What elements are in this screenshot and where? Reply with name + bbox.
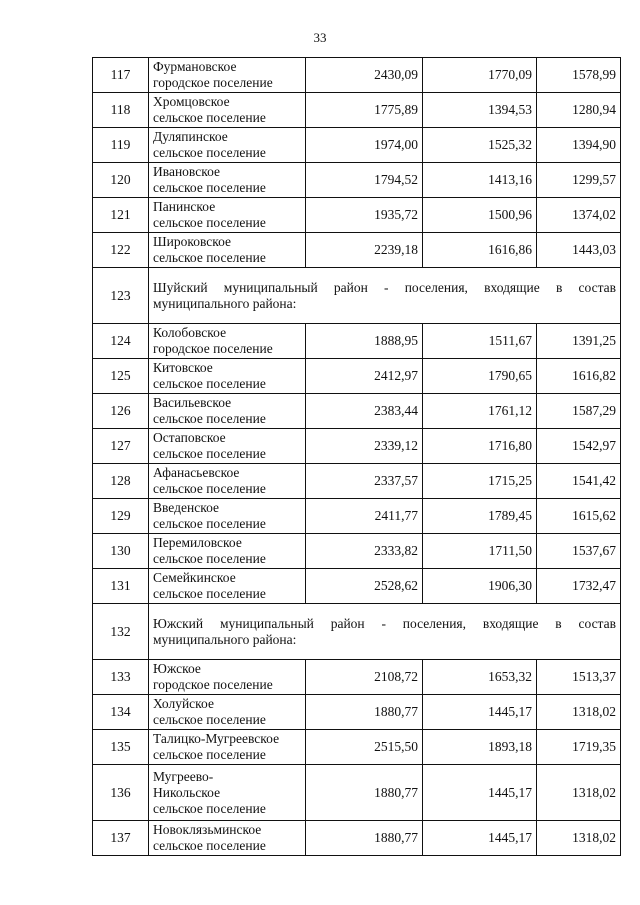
settlement-name-line: Новоклязьминское xyxy=(153,822,262,837)
row-number: 134 xyxy=(93,695,149,730)
settlement-name-line: сельское поселение xyxy=(153,838,266,853)
value-3: 1616,82 xyxy=(537,359,621,394)
row-number: 125 xyxy=(93,359,149,394)
table-row xyxy=(93,394,621,429)
table-row xyxy=(93,128,621,163)
section-row xyxy=(93,268,621,324)
row-number: 132 xyxy=(93,604,149,660)
row-number: 129 xyxy=(93,499,149,534)
value-2: 1790,65 xyxy=(423,359,537,394)
settlement-name-line: сельское поселение xyxy=(153,446,266,461)
settlement-name xyxy=(149,128,306,163)
value-2: 1789,45 xyxy=(423,499,537,534)
settlement-name-line: сельское поселение xyxy=(153,411,266,426)
table-row xyxy=(93,765,621,821)
section-heading: Шуйский муниципальный район - поселения, входящие в состав муниципального района: xyxy=(149,268,621,324)
value-3: 1513,37 xyxy=(537,660,621,695)
row-number: 123 xyxy=(93,268,149,324)
value-2: 1413,16 xyxy=(423,163,537,198)
value-1: 2333,82 xyxy=(306,534,423,569)
value-2: 1761,12 xyxy=(423,394,537,429)
settlement-name-line: Широковское xyxy=(153,234,232,249)
value-1: 1880,77 xyxy=(306,765,423,821)
row-number: 117 xyxy=(93,58,149,93)
settlement-name-line: сельское поселение xyxy=(153,376,266,391)
value-1: 1880,77 xyxy=(306,695,423,730)
value-3: 1318,02 xyxy=(537,765,621,821)
settlement-name xyxy=(149,233,306,268)
settlement-name xyxy=(149,394,306,429)
settlement-name-line: Дуляпинское xyxy=(153,129,228,144)
value-3: 1318,02 xyxy=(537,695,621,730)
settlement-name xyxy=(149,58,306,93)
table-row xyxy=(93,198,621,233)
value-2: 1715,25 xyxy=(423,464,537,499)
value-1: 2411,77 xyxy=(306,499,423,534)
value-1: 2430,09 xyxy=(306,58,423,93)
settlement-name-line: Китовское xyxy=(153,360,213,375)
value-3: 1732,47 xyxy=(537,569,621,604)
value-3: 1578,99 xyxy=(537,58,621,93)
settlement-name xyxy=(149,499,306,534)
settlement-name-line: Колобовское xyxy=(153,325,227,340)
value-3: 1280,94 xyxy=(537,93,621,128)
settlement-name-line: Васильевское xyxy=(153,395,232,410)
value-3: 1537,67 xyxy=(537,534,621,569)
value-3: 1719,35 xyxy=(537,730,621,765)
section-heading: Южский муниципальный район - поселения, входящие в состав муниципального района: xyxy=(149,604,621,660)
table-row xyxy=(93,534,621,569)
table-row xyxy=(93,821,621,856)
value-3: 1394,90 xyxy=(537,128,621,163)
value-2: 1525,32 xyxy=(423,128,537,163)
settlement-name-line: сельское поселение xyxy=(153,481,266,496)
value-3: 1542,97 xyxy=(537,429,621,464)
table-row xyxy=(93,233,621,268)
value-3: 1391,25 xyxy=(537,324,621,359)
value-2: 1445,17 xyxy=(423,695,537,730)
settlement-name xyxy=(149,324,306,359)
settlement-name xyxy=(149,464,306,499)
row-number: 118 xyxy=(93,93,149,128)
value-1: 1888,95 xyxy=(306,324,423,359)
row-number: 120 xyxy=(93,163,149,198)
table-row xyxy=(93,499,621,534)
settlement-name-line: Ивановское xyxy=(153,164,220,179)
table-row xyxy=(93,93,621,128)
settlement-name-line: Хромцовское xyxy=(153,94,230,109)
table-row xyxy=(93,569,621,604)
settlement-name-line: сельское поселение xyxy=(153,110,266,125)
settlement-name xyxy=(149,765,306,821)
value-1: 2383,44 xyxy=(306,394,423,429)
table-row xyxy=(93,58,621,93)
settlement-name-line: Мугреево- xyxy=(153,768,214,784)
row-number: 119 xyxy=(93,128,149,163)
settlement-name-line: Введенское xyxy=(153,500,219,515)
value-2: 1445,17 xyxy=(423,765,537,821)
value-1: 2337,57 xyxy=(306,464,423,499)
settlement-name-line: Холуйское xyxy=(153,696,214,711)
settlement-name-line: сельское поселение xyxy=(153,250,266,265)
value-3: 1587,29 xyxy=(537,394,621,429)
settlement-name-line: городское поселение xyxy=(153,677,273,692)
settlement-name-line: Перемиловское xyxy=(153,535,242,550)
row-number: 126 xyxy=(93,394,149,429)
settlement-name xyxy=(149,534,306,569)
value-2: 1893,18 xyxy=(423,730,537,765)
settlement-name-line: сельское поселение xyxy=(153,145,266,160)
table-row xyxy=(93,163,621,198)
settlement-name-line: сельское поселение xyxy=(153,180,266,195)
value-1: 2412,97 xyxy=(306,359,423,394)
value-1: 2515,50 xyxy=(306,730,423,765)
settlement-name xyxy=(149,821,306,856)
settlement-name-line: Афанасьевское xyxy=(153,465,240,480)
value-3: 1299,57 xyxy=(537,163,621,198)
settlement-name-line: сельское поселение xyxy=(153,586,266,601)
settlement-name-line: сельское поселение xyxy=(153,712,266,727)
settlement-name-line: сельское поселение xyxy=(153,516,266,531)
value-2: 1500,96 xyxy=(423,198,537,233)
row-number: 124 xyxy=(93,324,149,359)
table-body xyxy=(93,58,621,856)
value-2: 1906,30 xyxy=(423,569,537,604)
value-2: 1711,50 xyxy=(423,534,537,569)
value-3: 1374,02 xyxy=(537,198,621,233)
table-row xyxy=(93,730,621,765)
row-number: 131 xyxy=(93,569,149,604)
table-row xyxy=(93,359,621,394)
row-number: 128 xyxy=(93,464,149,499)
page-number: 33 xyxy=(313,30,327,45)
value-2: 1394,53 xyxy=(423,93,537,128)
table-row xyxy=(93,324,621,359)
table-row xyxy=(93,429,621,464)
value-1: 1775,89 xyxy=(306,93,423,128)
row-number: 122 xyxy=(93,233,149,268)
row-number: 127 xyxy=(93,429,149,464)
settlement-name xyxy=(149,93,306,128)
settlement-name xyxy=(149,730,306,765)
settlement-name xyxy=(149,569,306,604)
settlement-name-line: Никольское xyxy=(153,784,221,800)
row-number: 136 xyxy=(93,765,149,821)
settlement-name xyxy=(149,429,306,464)
settlement-name xyxy=(149,163,306,198)
value-2: 1716,80 xyxy=(423,429,537,464)
settlement-name-line: сельское поселение xyxy=(153,551,266,566)
settlement-name-line: сельское поселение xyxy=(153,747,266,762)
value-2: 1445,17 xyxy=(423,821,537,856)
row-number: 130 xyxy=(93,534,149,569)
value-3: 1443,03 xyxy=(537,233,621,268)
value-1: 2528,62 xyxy=(306,569,423,604)
settlement-name xyxy=(149,660,306,695)
value-1: 1935,72 xyxy=(306,198,423,233)
value-1: 2239,18 xyxy=(306,233,423,268)
row-number: 137 xyxy=(93,821,149,856)
row-number: 121 xyxy=(93,198,149,233)
settlement-name xyxy=(149,359,306,394)
section-row xyxy=(93,604,621,660)
table-row xyxy=(93,660,621,695)
value-1: 1880,77 xyxy=(306,821,423,856)
settlement-name-line: городское поселение xyxy=(153,75,273,90)
value-2: 1770,09 xyxy=(423,58,537,93)
value-3: 1615,62 xyxy=(537,499,621,534)
value-1: 2339,12 xyxy=(306,429,423,464)
settlement-name-line: Южское xyxy=(153,661,201,676)
settlement-name-line: Панинское xyxy=(153,199,216,214)
settlement-name xyxy=(149,198,306,233)
table-row xyxy=(93,695,621,730)
table-row xyxy=(93,464,621,499)
value-2: 1511,67 xyxy=(423,324,537,359)
row-number: 133 xyxy=(93,660,149,695)
settlement-name-line: сельское поселение xyxy=(153,215,266,230)
settlement-name-line: сельское поселение xyxy=(153,800,266,816)
value-1: 1974,00 xyxy=(306,128,423,163)
value-1: 2108,72 xyxy=(306,660,423,695)
value-2: 1616,86 xyxy=(423,233,537,268)
value-3: 1541,42 xyxy=(537,464,621,499)
value-1: 1794,52 xyxy=(306,163,423,198)
settlement-name-line: Фурмановское xyxy=(153,59,237,74)
settlements-table xyxy=(92,57,621,856)
settlement-name xyxy=(149,695,306,730)
settlement-name-line: Талицко-Мугреевское xyxy=(153,731,280,746)
value-2: 1653,32 xyxy=(423,660,537,695)
settlement-name-line: Семейкинское xyxy=(153,570,236,585)
settlement-name-line: городское поселение xyxy=(153,341,273,356)
row-number: 135 xyxy=(93,730,149,765)
value-3: 1318,02 xyxy=(537,821,621,856)
settlement-name-line: Остаповское xyxy=(153,430,226,445)
